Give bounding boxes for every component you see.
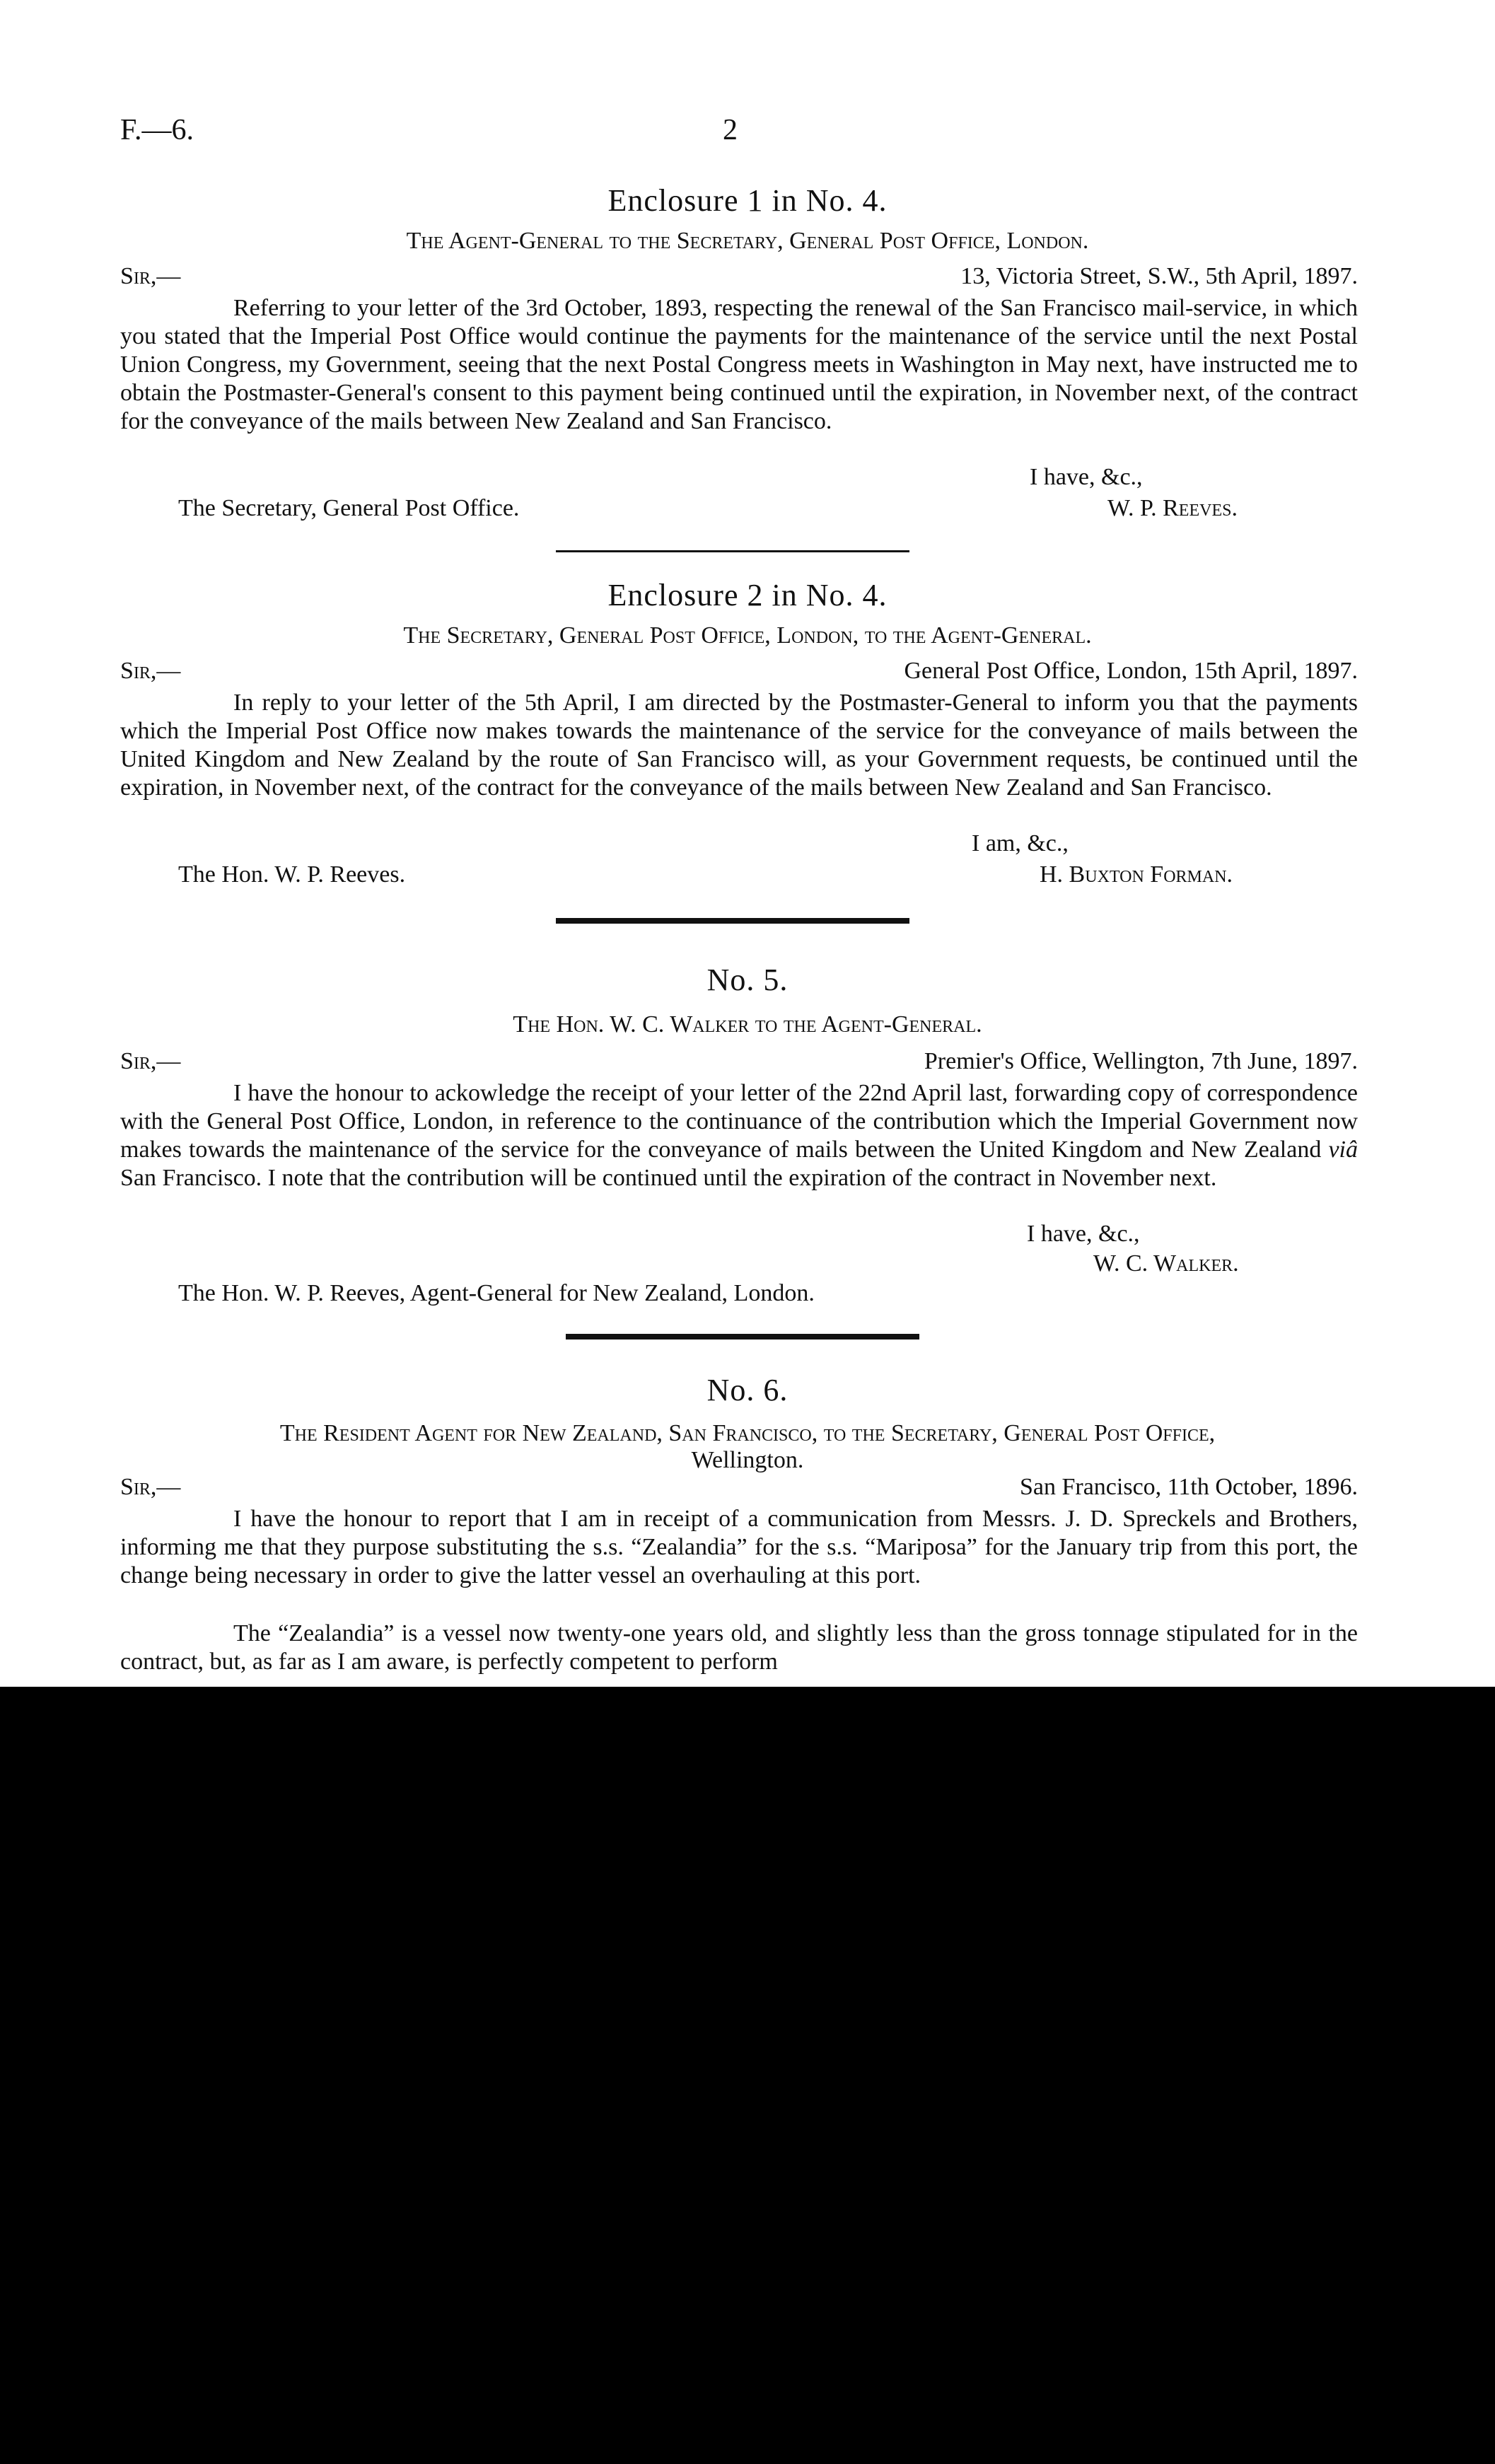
enclosure-1-title: Enclosure 1 in No. 4. [607, 183, 888, 218]
enclosure-2-address-date: General Post Office, London, 15th April, 1897. [904, 658, 1358, 684]
enclosure-2-body: In reply to your letter of the 5th April, I am directed by the Postmaster-General to inform you that the payments which the Imperial Post Office now makes towards the maintenance of the service for the conveyance of mails between the United Kingdom and New Zealand by the route of San Francisco will, as your Government requests, be continued until the expiration, in November next, of the contract for the conveyance of the mails between New Zealand and San Francisco. [120, 690, 1358, 801]
enclosure-1-addressee: The Secretary, General Post Office. [178, 495, 520, 521]
no-5-signature: W. C. Walker. [1093, 1250, 1239, 1277]
section-divider-thick [566, 1334, 919, 1339]
enclosure-2-salutation: Sir,— [120, 658, 181, 684]
no-5-body-via: viâ [1328, 1137, 1359, 1163]
page-number: 2 [723, 114, 738, 146]
document-reference: F.—6. [120, 114, 194, 146]
no-6-paragraph-1: I have the honour to report that I am in receipt of a communication from Messrs. J. D. Spreckels and Brothers, informing me that they purpose substituting the s.s. “Zealandia” for the s.s. “Mariposa” for the January trip from this port, the change being necessary in order to give the latter vessel an overhauling at this port. [120, 1506, 1358, 1588]
section-divider [556, 550, 909, 552]
no-5-body [120, 1079, 1358, 1192]
section-divider-thick [556, 918, 909, 924]
no-5-body-text-1: I have the honour to ackowledge the receipt of your letter of the 22nd April last, forwarding copy of correspondence with the General Post Office, London, in reference to the continuance of the contribution which the Imperial Government now makes towards the maintenance of the service for the conveyance of mails between the United Kingdom and New Zealand [120, 1080, 1358, 1163]
no-5-salutation: Sir,— [120, 1048, 181, 1074]
enclosure-2-title: Enclosure 2 in No. 4. [607, 578, 888, 612]
enclosure-2-from-to: The Secretary, General Post Office, London, to the Agent-General. [403, 622, 1092, 649]
no-6-address-date: San Francisco, 11th October, 1896. [1019, 1474, 1358, 1500]
enclosure-1-from-to: The Agent-General to the Secretary, General Post Office, London. [406, 228, 1089, 254]
enclosure-1-body: Referring to your letter of the 3rd October, 1893, respecting the renewal of the San Francisco mail-service, in which you stated that the Imperial Post Office would continue the payments for the maintenance of the service until the next Postal Union Congress, my Government, seeing that the next Postal Congress meets in Washington in May next, have instructed me to obtain the Postmaster-General's consent to this payment being continued until the expiration, in November next, of the contract for the conveyance of the mails between New Zealand and San Francisco. [120, 295, 1358, 434]
no-6-from-to-line-2: Wellington. [691, 1447, 804, 1473]
redacted-black-area [0, 1687, 1495, 2464]
no-6-salutation: Sir,— [120, 1474, 181, 1500]
no-6-title: No. 6. [706, 1373, 789, 1407]
enclosure-1-address-date: 13, Victoria Street, S.W., 5th April, 1897. [960, 263, 1358, 289]
enclosure-1-signature: W. P. Reeves. [1107, 495, 1238, 521]
no-6-from-to-line-1: The Resident Agent for New Zealand, San Francisco, to the Secretary, General Post Office, [279, 1420, 1216, 1446]
enclosure-2-addressee: The Hon. W. P. Reeves. [178, 861, 406, 888]
no-6-paragraph-2: The “Zealandia” is a vessel now twenty-one years old, and slightly less than the gross tonnage stipulated for in the contract, but, as far as I am aware, is perfectly competent to perform [120, 1620, 1358, 1675]
no-5-addressee: The Hon. W. P. Reeves, Agent-General for New Zealand, London. [178, 1280, 815, 1306]
enclosure-1-salutation: Sir,— [120, 263, 181, 289]
no-5-from-to: The Hon. W. C. Walker to the Agent-General. [513, 1011, 982, 1038]
no-5-address-date: Premier's Office, Wellington, 7th June, 1897. [924, 1048, 1358, 1074]
no-5-closing: I have, &c., [1027, 1221, 1140, 1247]
enclosure-2-closing: I am, &c., [972, 830, 1069, 856]
no-5-title: No. 5. [706, 963, 789, 997]
enclosure-1-closing: I have, &c., [1030, 464, 1143, 490]
enclosure-2-signature: H. Buxton Forman. [1040, 861, 1233, 888]
no-5-body-text-2: San Francisco. I note that the contribution will be continued until the expiration of the contract in November next. [120, 1165, 1217, 1191]
